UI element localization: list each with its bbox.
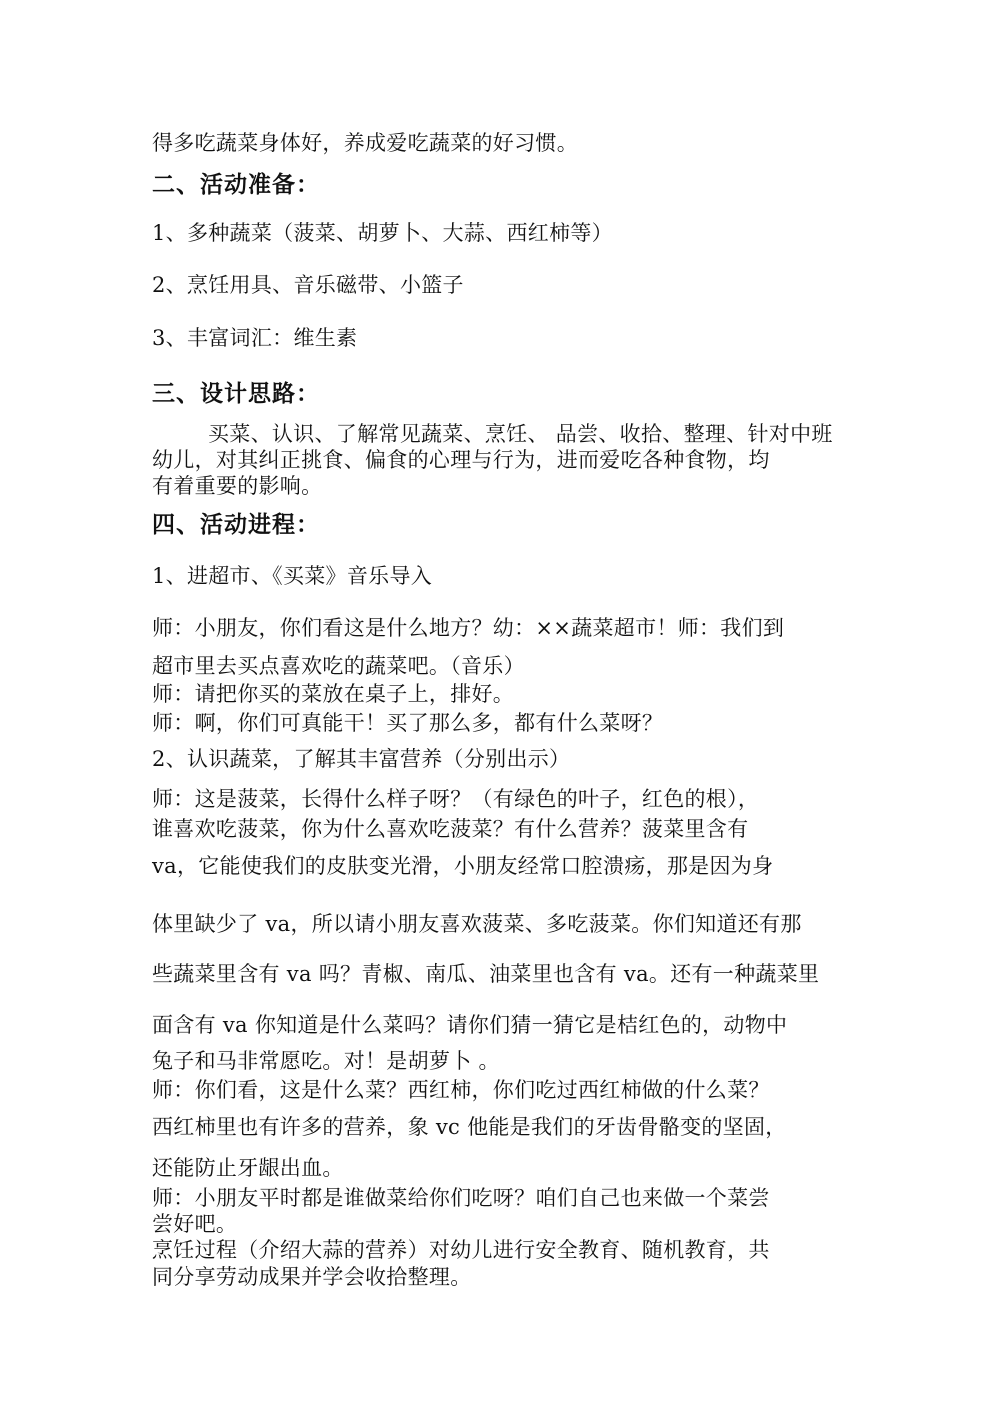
process-line: 师：这是菠菜，长得什么样子呀？（有绿色的叶子，红色的根）， xyxy=(152,787,760,811)
preparation-item: 2、烹饪用具、音乐磁带、小篮子 xyxy=(152,273,464,297)
intro-line: 得多吃蔬菜身体好，养成爱吃蔬菜的好习惯。 xyxy=(152,131,578,155)
process-line: 兔子和马非常愿吃。对！是胡萝卜 。 xyxy=(152,1049,500,1073)
preparation-item: 1、多种蔬菜（菠菜、胡萝卜、大蒜、西红柿等） xyxy=(152,221,613,245)
process-line: 烹饪过程（介绍大蒜的营养）对幼儿进行安全教育、随机教育，共 xyxy=(152,1238,770,1262)
section-heading-process: 四、活动进程： xyxy=(152,511,320,538)
section-heading-design: 三、设计思路： xyxy=(152,380,320,407)
process-line: 谁喜欢吃菠菜，你为什么喜欢吃菠菜？有什么营养？菠菜里含有 xyxy=(152,817,749,841)
process-line: 尝好吧。 xyxy=(152,1212,238,1236)
design-text-line: 幼儿，对其纠正挑食、偏食的心理与行为，进而爱吃各种食物，均 xyxy=(152,448,770,472)
process-line: 1、进超市、《买菜》音乐导入 xyxy=(152,564,433,588)
design-text-line: 有着重要的影响。 xyxy=(152,474,323,498)
process-line: 些蔬菜里含有 va 吗？青椒、南瓜、油菜里也含有 va。还有一种蔬菜里 xyxy=(152,962,820,986)
preparation-item: 3、丰富词汇：维生素 xyxy=(152,326,358,350)
process-line: va，它能使我们的皮肤变光滑，小朋友经常口腔溃疡，那是因为身 xyxy=(152,854,774,878)
process-line: 2、认识蔬菜，了解其丰富营养（分别出示） xyxy=(152,747,571,771)
design-text-line: 买菜、认识、了解常见蔬菜、烹饪、 品尝、收拾、整理、针对中班 xyxy=(208,422,833,446)
process-line: 同分享劳动成果并学会收拾整理。 xyxy=(152,1265,472,1289)
process-line: 还能防止牙龈出血。 xyxy=(152,1156,344,1180)
section-heading-preparation: 二、活动准备： xyxy=(152,171,320,198)
process-line: 师：啊，你们可真能干！买了那么多，都有什么菜呀？ xyxy=(152,711,664,735)
process-line: 师：小朋友平时都是谁做菜给你们吃呀？咱们自己也来做一个菜尝 xyxy=(152,1186,770,1210)
process-line: 师：你们看，这是什么菜？西红柿，你们吃过西红柿做的什么菜？ xyxy=(152,1078,770,1102)
process-line: 西红柿里也有许多的营养，象 vc 他能是我们的牙齿骨骼变的坚固， xyxy=(152,1115,787,1139)
process-line: 超市里去买点喜欢吃的蔬菜吧。（音乐） xyxy=(152,654,525,678)
process-line: 体里缺少了 va，所以请小朋友喜欢菠菜、多吃菠菜。你们知道还有那 xyxy=(152,912,802,936)
process-line: 面含有 va 你知道是什么菜吗？请你们猜一猜它是桔红色的，动物中 xyxy=(152,1013,788,1037)
process-line: 师：小朋友，你们看这是什么地方？幼：××蔬菜超市！师：我们到 xyxy=(152,616,785,640)
process-line: 师：请把你买的菜放在桌子上，排好。 xyxy=(152,682,515,706)
